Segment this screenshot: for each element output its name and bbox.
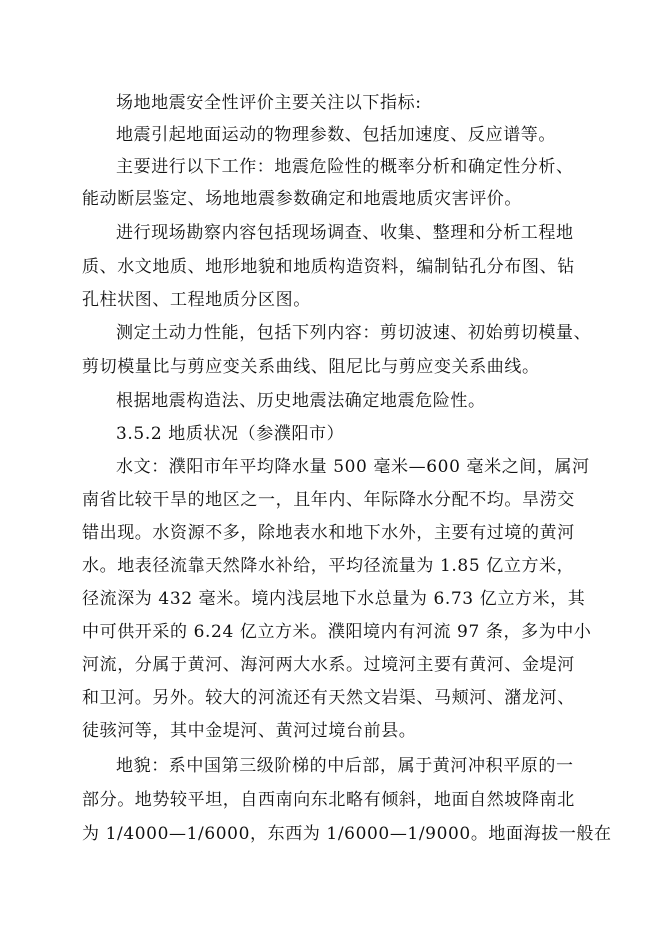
text-line: 水。地表径流靠天然降水补给，平均径流量为 1.85 亿立方米，	[82, 556, 575, 576]
text-line: 地震引起地面运动的物理参数、包括加速度、反应谱等。	[116, 125, 556, 145]
text-line: 主要进行以下工作：地震危险性的概率分析和确定性分析、	[116, 157, 574, 177]
text-line: 根据地震构造法、历史地震法确定地震危险性。	[116, 391, 486, 411]
text-line: 径流深为 432 毫米。境内浅层地下水总量为 6.73 亿立方米，其	[82, 589, 586, 609]
text-line: 质、水文地质、地形地貌和地质构造资料，编制钻孔分布图、钻	[82, 257, 575, 277]
text-line: 错出现。水资源不多，除地表水和地下水外，主要有过境的黄河	[82, 523, 575, 543]
text-line: 测定土动力性能，包括下列内容：剪切波速、初始剪切模量、	[116, 323, 592, 343]
text-line: 徒骇河等，其中金堤河、黄河过境台前县。	[82, 721, 417, 741]
section-heading: 3.5.2 地质状况（参濮阳市）	[116, 424, 345, 444]
text-line: 能动断层鉴定、场地地震参数确定和地震地质灾害评价。	[82, 189, 522, 209]
text-line: 部分。地势较平坦，自西南向东北略有倾斜，地面自然坡降南北	[82, 790, 575, 810]
text-line: 进行现场勘察内容包括现场调查、收集、整理和分析工程地	[116, 223, 574, 243]
text-line: 为 1/4000—1/6000，东西为 1/6000—1/9000。地面海拔一般在	[82, 824, 612, 844]
text-line: 南省比较干旱的地区之一，且年内、年际降水分配不均。旱涝交	[82, 490, 575, 510]
text-line: 和卫河。另外。较大的河流还有天然文岩渠、马颊河、潴龙河、	[82, 688, 575, 708]
text-line: 地貌：系中国第三级阶梯的中后部，属于黄河冲积平原的一	[116, 756, 574, 776]
text-line: 中可供开采的 6.24 亿立方米。濮阳境内有河流 97 条，多为中小	[82, 622, 592, 642]
text-line: 场地地震安全性评价主要关注以下指标:	[116, 93, 422, 113]
text-line: 河流，分属于黄河、海河两大水系。过境河主要有黄河、金堤河	[82, 655, 575, 675]
text-line: 剪切模量比与剪应变关系曲线、阻尼比与剪应变关系曲线。	[82, 357, 540, 377]
text-line: 水文：濮阳市年平均降水量 500 毫米—600 毫米之间，属河	[116, 457, 590, 477]
text-line: 孔柱状图、工程地质分区图。	[82, 290, 311, 310]
